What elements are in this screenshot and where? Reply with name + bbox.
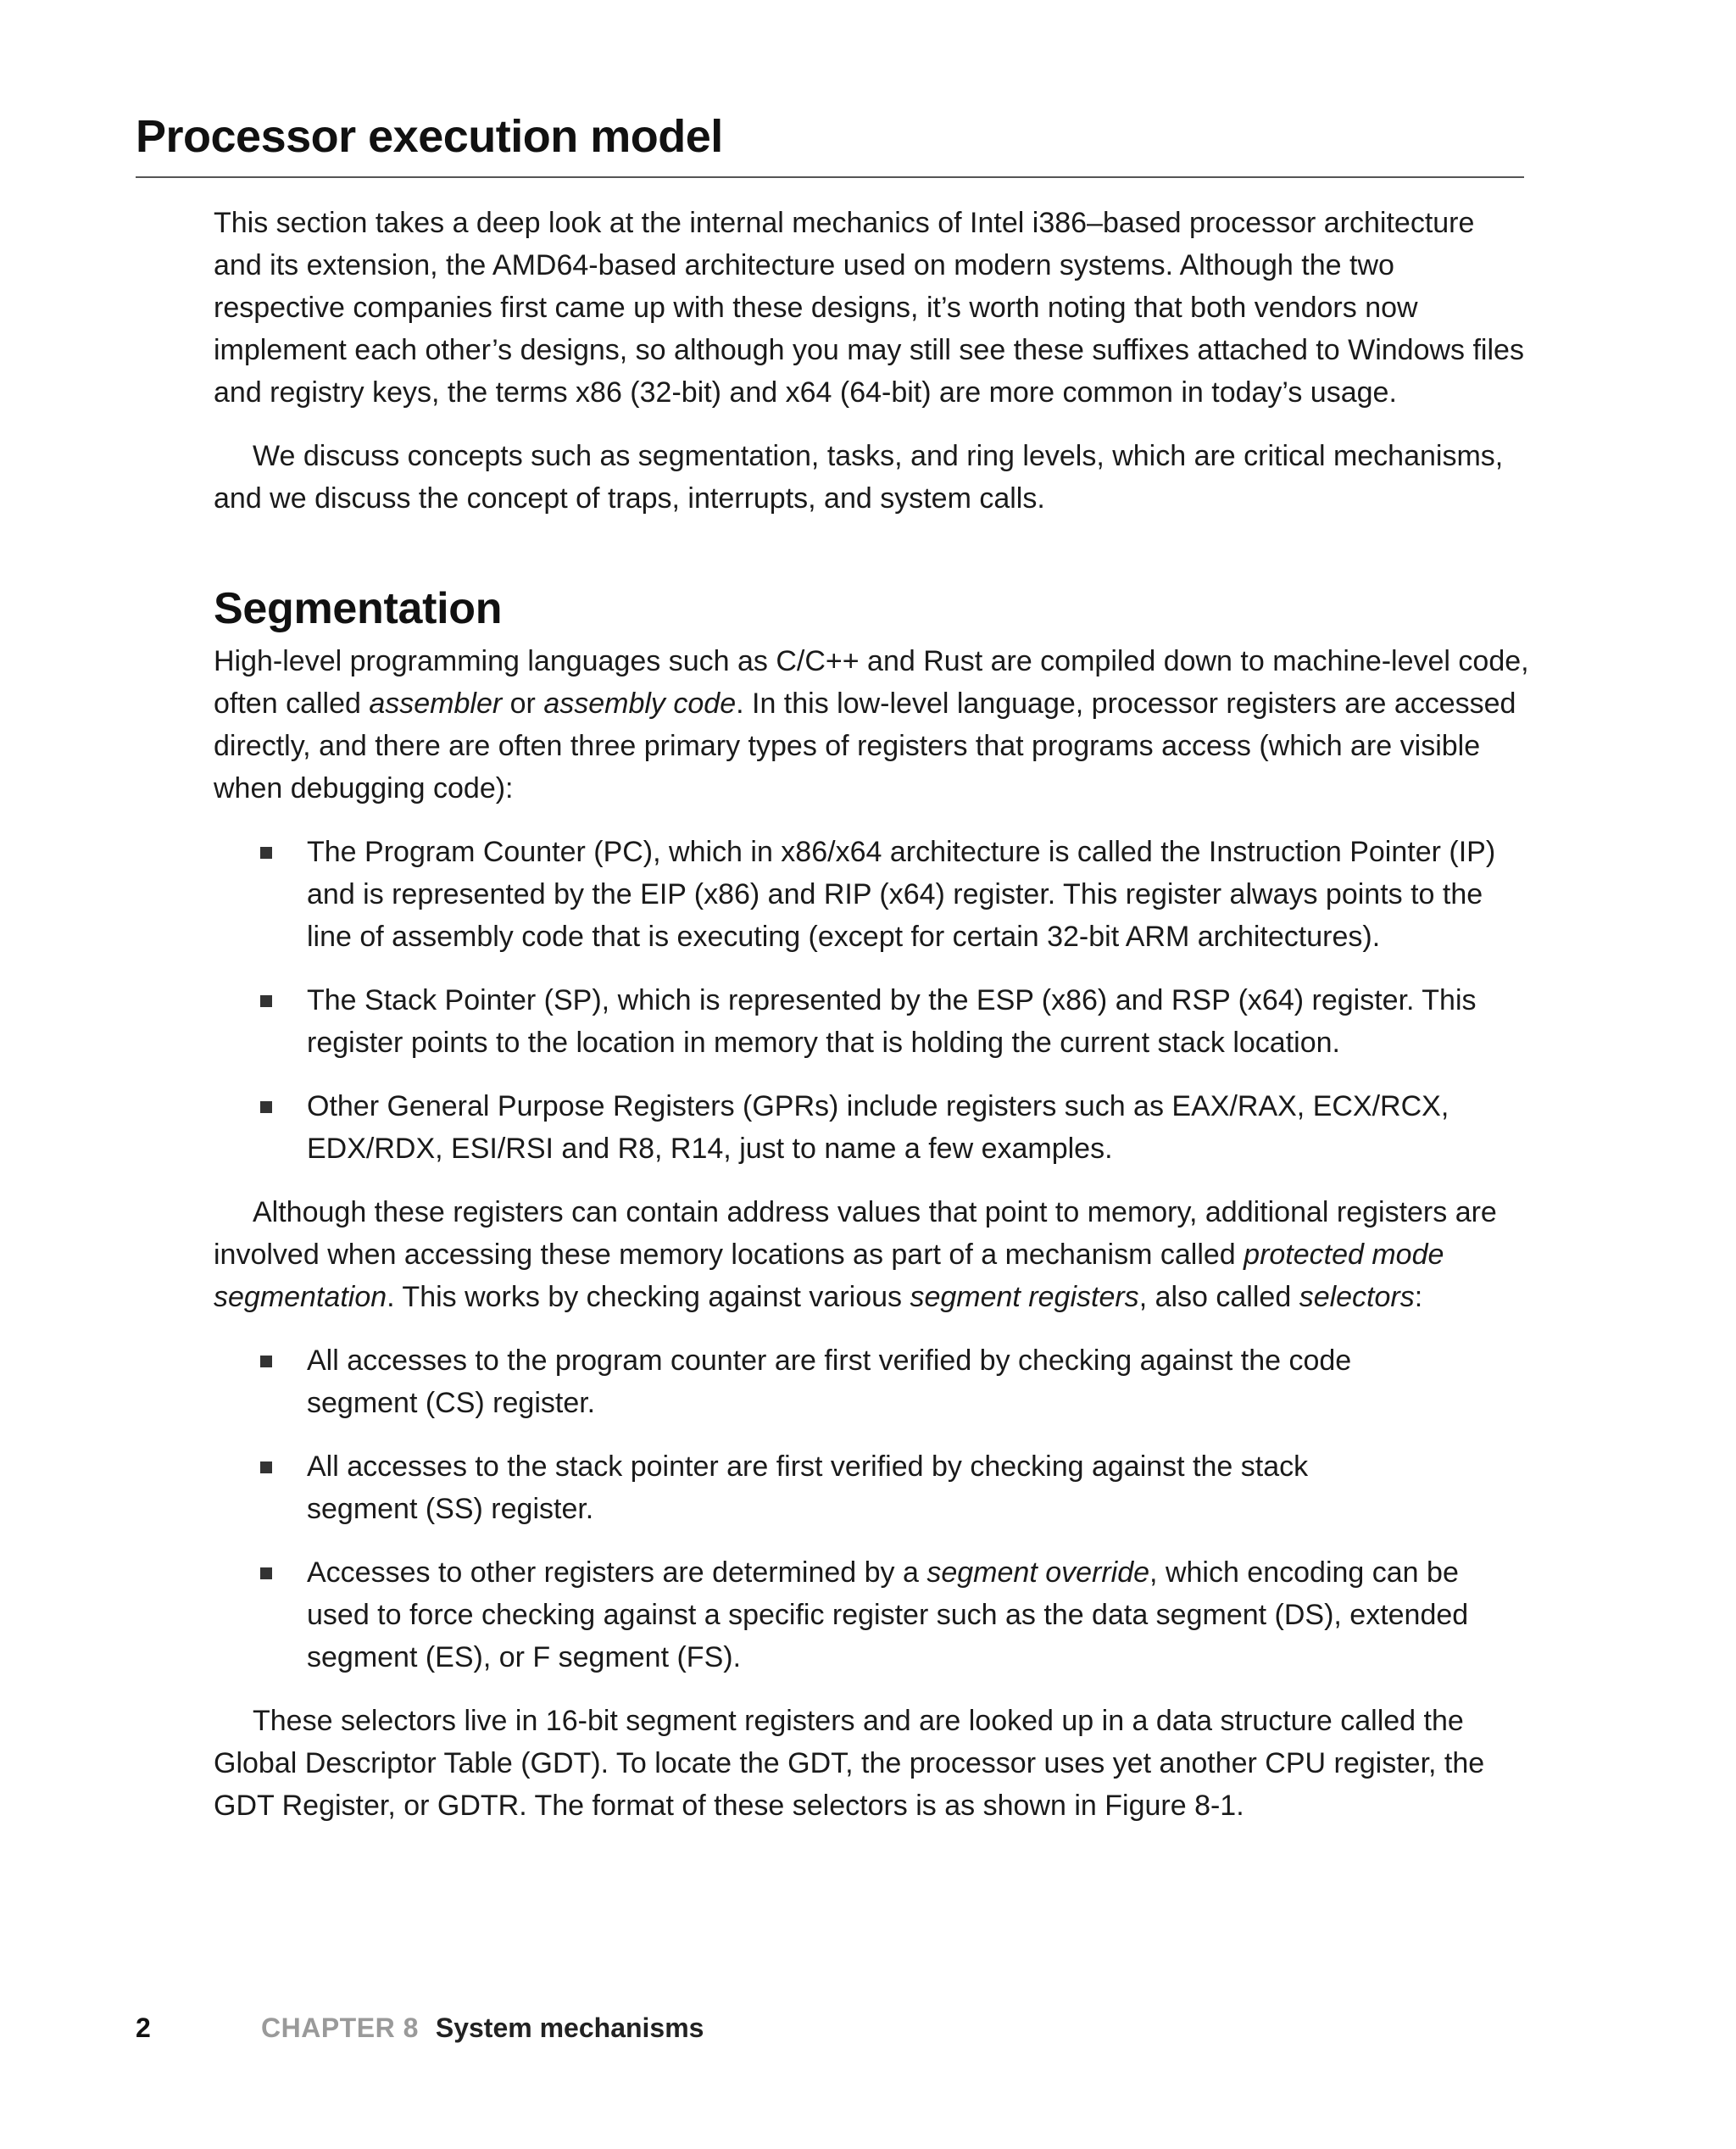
list-item bbox=[214, 831, 1529, 958]
text-run: , which encoding can be used to force checking against a specific register such as the data segment (DS), extended segment (ES), or F segment (FS). bbox=[307, 1556, 1469, 1673]
text-run: Although these registers can contain address values that point to memory, additional registers are involved when accessing these memory locations as part of a mechanism called bbox=[214, 1196, 1497, 1271]
bullet-square-icon bbox=[260, 847, 272, 859]
text-run: Accesses to other registers are determined by a bbox=[307, 1556, 927, 1589]
list-item-text: The Program Counter (PC), which in x86/x64 architecture is called the Instruction Pointer (IP) and is represented by the EIP (x86) and RIP (x64) register. This register always points to the line of assembly code that is executing (except for certain 32-bit ARM architectures). bbox=[307, 836, 1496, 953]
text-run: : bbox=[1414, 1281, 1423, 1313]
list-item-text: Other General Purpose Registers (GPRs) include registers such as EAX/RAX, ECX/RCX, EDX/RDX, ESI/RSI and R8, R14, just to name a few examples. bbox=[307, 1090, 1449, 1165]
term-assembly-code: assembly code bbox=[543, 688, 737, 720]
segmentation-paragraph-1 bbox=[214, 640, 1529, 810]
text-run: or bbox=[502, 688, 544, 720]
list-item bbox=[214, 1339, 1529, 1424]
list-item-text: The Stack Pointer (SP), which is represented by the ESP (x86) and RSP (x64) register. This register points to the location in memory that is holding the current stack location. bbox=[307, 984, 1477, 1059]
bullet-square-icon bbox=[260, 1567, 272, 1579]
bullet-square-icon bbox=[260, 1356, 272, 1367]
list-item bbox=[214, 1551, 1529, 1679]
segment-checks-list bbox=[214, 1339, 1529, 1679]
section-heading-segmentation: Segmentation bbox=[214, 584, 503, 633]
text-run: . In this low-level language, processor registers are accessed directly, and there are often three primary types of registers that programs access (which are visible when debugging code): bbox=[214, 688, 1516, 804]
chapter-label: CHAPTER 8 bbox=[261, 2013, 419, 2043]
list-item-text bbox=[307, 1551, 1529, 1679]
intro-paragraph-1: This section takes a deep look at the internal mechanics of Intel i386–based processor architecture and its extension, the AMD64-based architecture used on modern systems. Although the two respective companies first came up with these designs, it’s worth noting that both vendors now implement each other’s designs, so although you may still see these suffixes attached to Windows files and registry keys, the terms x86 (32-bit) and x64 (64-bit) are more common in today’s usage. bbox=[214, 207, 1524, 409]
register-types-list bbox=[214, 831, 1529, 1170]
term-protected-mode-segmentation: protected mode segmentation bbox=[214, 1239, 1444, 1313]
heading-divider bbox=[136, 176, 1524, 178]
intro-paragraph-2: We discuss concepts such as segmentation, tasks, and ring levels, which are critical mechanisms, and we discuss the concept of traps, interrupts, and system calls. bbox=[214, 440, 1504, 515]
segmentation-paragraph-2 bbox=[214, 1191, 1529, 1318]
page-number: 2 bbox=[136, 2013, 151, 2043]
bullet-square-icon bbox=[260, 1101, 272, 1113]
segmentation-paragraph-3: These selectors live in 16-bit segment registers and are looked up in a data structure called the Global Descriptor Table (GDT). To locate the GDT, the processor uses yet another CPU register, the GDT Register, or GDTR. The format of these selectors is as shown in Figure 8-1. bbox=[214, 1705, 1485, 1822]
list-item bbox=[214, 1445, 1529, 1530]
text-run: All accesses to the stack pointer are first verified by checking against the stack segment (SS) register. bbox=[307, 1450, 1309, 1525]
list-item bbox=[214, 979, 1529, 1064]
term-selectors: selectors bbox=[1299, 1281, 1415, 1313]
page-footer bbox=[136, 2009, 704, 2046]
term-assembler: assembler bbox=[369, 688, 503, 720]
chapter-title: System mechanisms bbox=[435, 2013, 704, 2043]
text-run: . This works by checking against various bbox=[387, 1281, 910, 1313]
text-run: , also called bbox=[1138, 1281, 1299, 1313]
text-run: All accesses to the program counter are first verified by checking against the code segment (CS) register. bbox=[307, 1345, 1352, 1419]
bullet-square-icon bbox=[260, 995, 272, 1007]
list-item bbox=[214, 1085, 1529, 1170]
body-content bbox=[214, 202, 1529, 1827]
bullet-square-icon bbox=[260, 1461, 272, 1473]
term-segment-override: segment override bbox=[926, 1556, 1150, 1589]
list-item-text bbox=[307, 1339, 1358, 1424]
list-item-text bbox=[307, 1445, 1324, 1530]
term-segment-registers: segment registers bbox=[910, 1281, 1139, 1313]
page-heading: Processor execution model bbox=[136, 111, 723, 162]
text-run: High-level programming languages such as C/C++ and Rust are compiled down to machine-level code, often called bbox=[214, 645, 1529, 720]
